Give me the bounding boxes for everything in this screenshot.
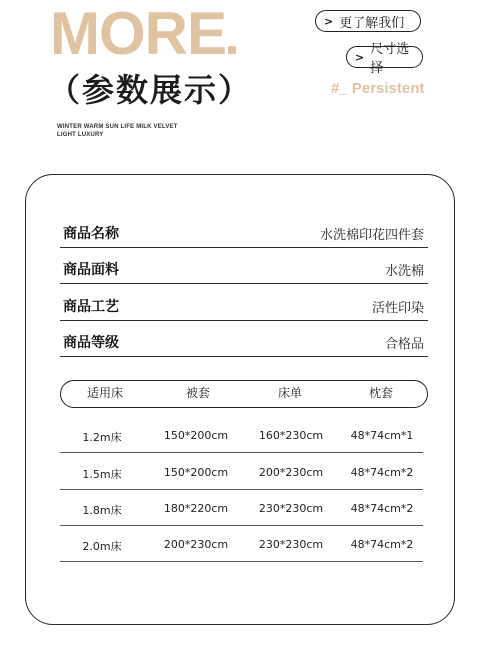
table-row <box>60 530 423 562</box>
header-duvet: 被套 <box>185 386 211 400</box>
header-bed: 适用床 <box>86 386 124 400</box>
header-pillowcase: 枕套 <box>368 386 394 400</box>
param-value: 合格品 <box>384 337 424 352</box>
size-selection-button[interactable] <box>346 42 423 76</box>
param-label: 商品等级 <box>63 335 119 351</box>
more-about-us-label: 更了解我们 <box>339 15 405 31</box>
size-selection-label: 尺寸选择 <box>370 42 410 76</box>
section-title: （参数展示） <box>48 71 253 109</box>
brand-tag: #_ Persistent <box>331 80 425 97</box>
table-row <box>60 421 423 453</box>
param-row-craft <box>60 295 428 321</box>
param-row-name <box>60 222 428 248</box>
param-label: 商品工艺 <box>63 299 119 315</box>
tagline-line-1: WINTER WARM SUN LIFE MILK VELVET <box>57 124 178 130</box>
hero-dot <box>228 46 236 54</box>
chevron-right-icon: > <box>355 50 365 64</box>
cell-bed: 2.0m床 <box>82 540 122 553</box>
cell-pillowcase: 48*74cm*2 <box>350 466 414 479</box>
param-label: 商品名称 <box>63 226 119 242</box>
header-sheet: 床单 <box>277 386 303 400</box>
cell-pillowcase: 48*74cm*1 <box>350 429 414 442</box>
param-value: 活性印染 <box>371 301 424 316</box>
cell-pillowcase: 48*74cm*2 <box>350 538 414 551</box>
param-value: 水洗棉印花四件套 <box>319 228 424 243</box>
param-row-fabric <box>60 258 428 284</box>
tagline-line-2: LIGHT LUXURY <box>57 132 104 138</box>
cell-duvet: 150*200cm <box>163 466 229 479</box>
cell-bed: 1.5m床 <box>82 468 122 481</box>
cell-duvet: 180*220cm <box>163 502 229 515</box>
hero-title <box>50 0 236 67</box>
param-row-grade <box>60 331 428 357</box>
tagline <box>57 123 178 139</box>
cell-duvet: 200*230cm <box>163 538 229 551</box>
size-table-header <box>60 380 428 408</box>
table-row <box>60 458 423 490</box>
param-label: 商品面料 <box>63 262 119 278</box>
cell-bed: 1.8m床 <box>82 504 122 517</box>
cell-pillowcase: 48*74cm*2 <box>350 502 414 515</box>
hero-text: MORE <box>50 0 226 67</box>
cell-duvet: 150*200cm <box>163 429 229 442</box>
cell-sheet: 160*230cm <box>258 429 324 442</box>
table-row <box>60 494 423 526</box>
cell-sheet: 200*230cm <box>258 466 324 479</box>
param-value: 水洗棉 <box>384 264 424 279</box>
cell-sheet: 230*230cm <box>258 538 324 551</box>
chevron-right-icon: > <box>324 14 334 28</box>
cell-sheet: 230*230cm <box>258 502 324 515</box>
cell-bed: 1.2m床 <box>82 431 122 444</box>
more-about-us-button[interactable] <box>315 10 421 32</box>
